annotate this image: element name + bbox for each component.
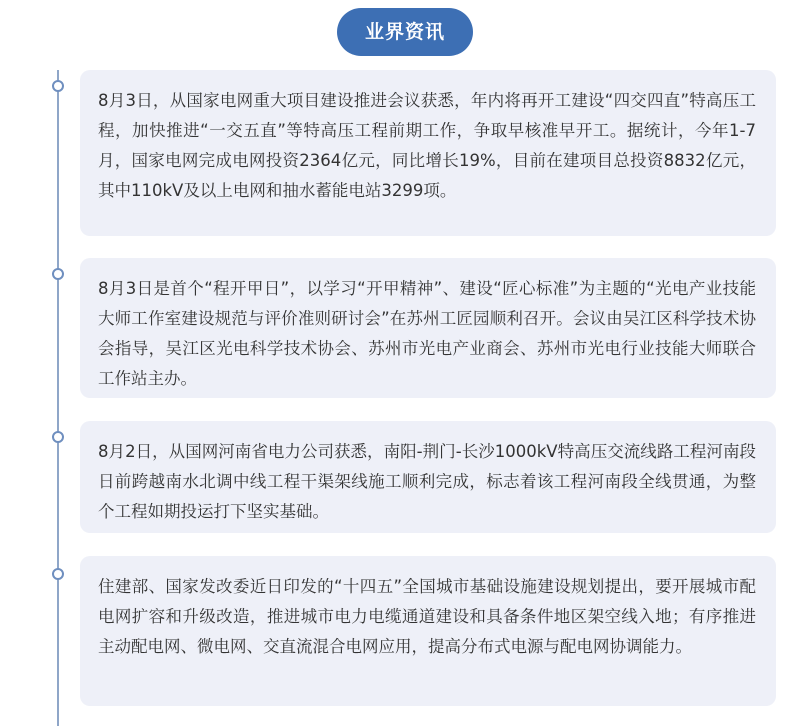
timeline-dot <box>52 568 64 580</box>
timeline-dot <box>52 431 64 443</box>
news-text: 住建部、国家发改委近日印发的“十四五”全国城市基础设施建设规划提出，要开展城市配电网扩容和升级改造，推进城市电力电缆通道建设和具备条件地区架空线入地；有序推进主动配电网、微电网、交直流混合电网应用，提高分布式电源与配电网协调能力。 <box>98 577 756 656</box>
news-text: 8月3日，从国家电网重大项目建设推进会议获悉，年内将再开工建设“四交四直”特高压工程，加快推进“一交五直”等特高压工程前期工作，争取早核准早开工。据统计，今年1-7月，国家电网完成电网投资2364亿元，同比增长19%，目前在建项目总投资8832亿元，其中110kV及以上电网和抽水蓄能电站3299项。 <box>98 91 756 200</box>
news-text: 8月2日，从国网河南省电力公司获悉，南阳-荆门-长沙1000kV特高压交流线路工程河南段日前跨越南水北调中线工程干渠架线施工顺利完成，标志着该工程河南段全线贯通，为整个工程如期投运打下坚实基础。 <box>98 442 756 521</box>
news-card <box>80 258 776 398</box>
news-card <box>80 421 776 533</box>
news-text: 8月3日是首个“程开甲日”，以学习“开甲精神”、建设“匠心标准”为主题的“光电产业技能大师工作室建设规范与评价准则研讨会”在苏州工匠园顺利召开。会议由吴江区科学技术协会指导，吴江区光电科学技术协会、苏州市光电产业商会、苏州市光电行业技能大师联合工作站主办。 <box>98 279 756 388</box>
timeline-dot <box>52 268 64 280</box>
news-card <box>80 70 776 236</box>
timeline-dot <box>52 80 64 92</box>
news-card <box>80 556 776 706</box>
timeline-line <box>57 70 59 726</box>
section-title: 业界资讯 <box>337 8 473 56</box>
